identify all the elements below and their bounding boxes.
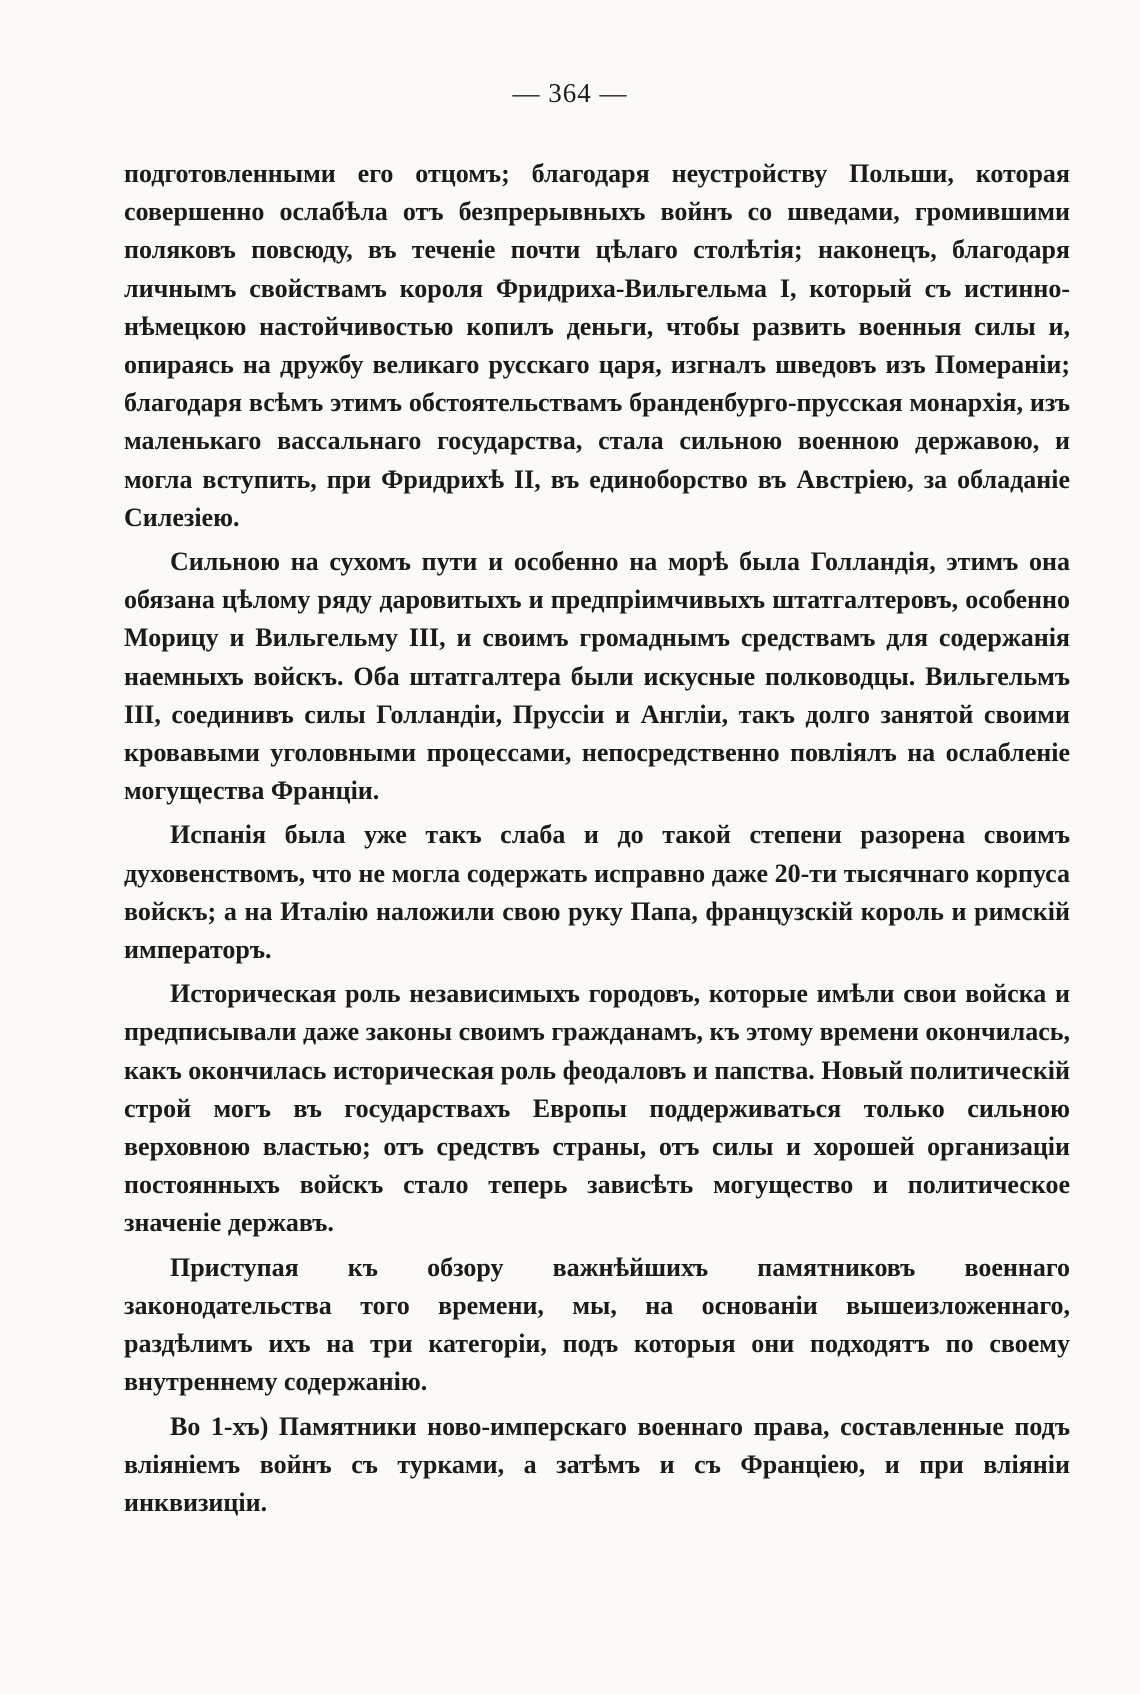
paragraph-holland: Сильною на сухомъ пути и особенно на морѣ была Голландія, этимъ она обязана цѣлому ряду даровитыхъ и предпріимчивыхъ штатгалтеровъ, особенно Морицу и Вильгельму III, и своимъ громаднымъ средствамъ для содержанія наемныхъ войскъ. Оба штатгалтера были искусные полководцы. Вильгельмъ III, соединивъ силы Голландіи, Пруссіи и Англіи, такъ долго занятой своими кровавыми уголовными процессами, непосредственно повліялъ на ослабленіе могущества Франціи. bbox=[124, 547, 1070, 806]
page-body-text bbox=[124, 155, 1070, 1528]
paragraph-first-category: Во 1-хъ) Памятники ново-имперскаго военнаго права, составленные подъ вліяніемъ войнъ съ турками, а затѣмъ и съ Франціею, и при вліяніи инквизиціи. bbox=[124, 1411, 1070, 1517]
paragraph-military-legislation-overview: Приступая къ обзору важнѣйшихъ памятниковъ военнаго законодательства того времени, мы, на основаніи вышеизложеннаго, раздѣлимъ ихъ на три категоріи, подъ которыя они подходятъ по своему внутреннему содержанію. bbox=[124, 1252, 1070, 1397]
paragraph-spain: Испанія была уже такъ слаба и до такой степени разорена своимъ духовенствомъ, что не могла содержать исправно даже 20-ти тысячнаго корпуса войскъ; а на Италію наложили свою руку Папа, французскій король и римскій императоръ. bbox=[124, 820, 1070, 965]
page-number: — 364 — bbox=[512, 78, 628, 108]
paragraph-prussia: подготовленными его отцомъ; благодаря неустройству Польши, которая совершенно ослабѣла отъ безпрерывныхъ войнъ со шведами, громившими поляковъ повсюду, въ теченіе почти цѣлаго столѣтія; наконецъ, благодаря личнымъ свойствамъ короля Фридриха-Вильгельма I, который съ истинно-нѣмецкою настойчивостью копилъ деньги, чтобы развить военныя силы и, опираясь на дружбу великаго русскаго царя, изгналъ шведовъ изъ Помераніи; благодаря всѣмъ этимъ обстоятельствамъ бранденбурго-прусская монархія, изъ маленькаго вассальнаго государства, стала сильною военною державою, и могла вступить, при Фридрихѣ II, въ единоборство въ Австріею, за обладаніе Силезіею. bbox=[124, 159, 1070, 532]
paragraph-independent-cities: Историческая роль независимыхъ городовъ, которые имѣли свои войска и предписывали даже законы своимъ гражданамъ, къ этому времени окончилась, какъ окончилась историческая роль феодаловъ и папства. Новый политическій строй могъ въ государствахъ Европы поддерживаться только сильною верховною властью; отъ средствъ страны, отъ силы и хорошей организаціи постоянныхъ войскъ стало теперь зависѣть могущество и политическое значеніе державъ. bbox=[124, 979, 1070, 1238]
